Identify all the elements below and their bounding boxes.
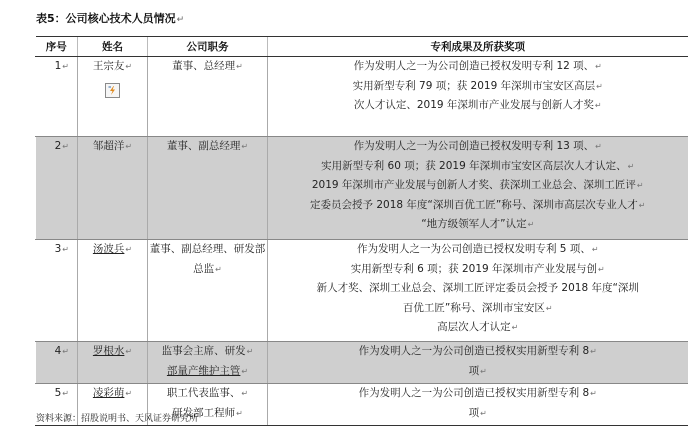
- row-achievements: 作为发明人之一为公司创造已授权发明专利 12 项、↵ 实用新型专利 79 项；获 2019 年深圳市宝安区高层↵ 次人才认定、2019 年深圳市产业发展与创新人才奖↵: [268, 57, 688, 137]
- row-position: 董事、总经理↵: [148, 57, 268, 137]
- row-position: 董事、副总经理、研发部 总监↵: [148, 240, 268, 342]
- header-name: 姓名: [78, 37, 148, 57]
- table-row: [36, 240, 688, 342]
- table-row: [36, 342, 688, 384]
- row-position: 职工代表监事、↵ 研发部工程师↵: [148, 384, 268, 426]
- row-name: 汤波兵↵: [78, 240, 148, 342]
- table-row: [36, 57, 688, 137]
- core-staff-table: [35, 36, 688, 426]
- row-position: 监事会主席、研发↵ 部量产维护主管↵: [148, 342, 268, 384]
- header-achievements: 专利成果及所获奖项: [268, 37, 688, 57]
- row-name: 凌彩萌↵: [78, 384, 148, 426]
- row-index: 3↵: [36, 240, 78, 342]
- source-note: 资料来源：招股说明书、天风证券研究所: [36, 414, 199, 424]
- edit-icon: [105, 83, 120, 98]
- row-index: 1↵: [36, 57, 78, 137]
- header-index: 序号: [36, 37, 78, 57]
- row-achievements: 作为发明人之一为公司创造已授权实用新型专利 8↵ 项↵: [268, 342, 688, 384]
- header-position: 公司职务: [148, 37, 268, 57]
- row-position: 董事、副总经理↵: [148, 137, 268, 240]
- row-name: 邹超洋↵: [78, 137, 148, 240]
- table-row: [36, 137, 688, 240]
- row-achievements: 作为发明人之一为公司创造已授权实用新型专利 8↵ 项↵: [268, 384, 688, 426]
- row-index: 5↵: [36, 384, 78, 426]
- row-achievements: 作为发明人之一为公司创造已授权发明专利 13 项、↵ 实用新型专利 60 项；获 2019 年深圳市宝安区高层次人才认定、↵ 2019 年深圳市产业发展与创新人才奖、获深圳工业总会、深圳工匠评↵ 定委员会授予 2018 年度“深圳百优工匠”称号、深圳市高层次专业人才↵ “地方级领军人才”认定↵: [268, 137, 688, 240]
- row-index: 4↵: [36, 342, 78, 384]
- row-name: 罗根水↵: [78, 342, 148, 384]
- row-name: 王宗友↵: [78, 57, 148, 137]
- table-caption: 表5：公司核心技术人员情况↵: [36, 12, 185, 25]
- row-index: 2↵: [36, 137, 78, 240]
- row-achievements: 作为发明人之一为公司创造已授权发明专利 5 项、↵ 实用新型专利 6 项；获 2019 年深圳市产业发展与创↵ 新人才奖、深圳工业总会、深圳工匠评定委员会授予 2018 年度“深圳 百优工匠”称号、深圳市宝安区↵ 高层次人才认定↵: [268, 240, 688, 342]
- table-header-row: [36, 37, 688, 57]
